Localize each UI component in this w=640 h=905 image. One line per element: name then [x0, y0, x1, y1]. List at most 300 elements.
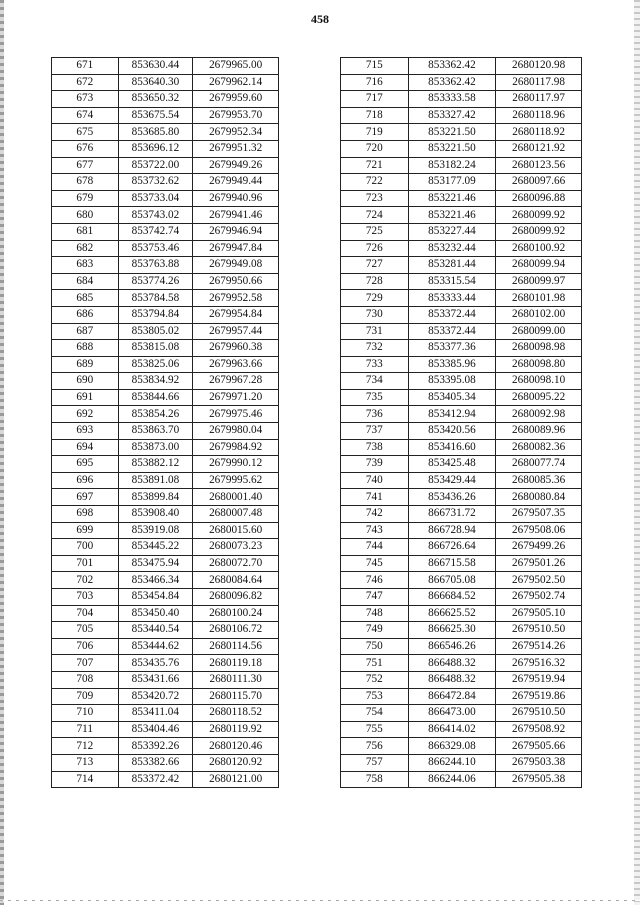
table-row [341, 754, 582, 771]
point-number-cell: 750 [341, 638, 409, 655]
point-number-cell: 742 [341, 506, 409, 523]
y-coordinate-cell: 2679995.62 [193, 472, 279, 489]
y-coordinate-cell: 2680099.97 [496, 273, 582, 290]
x-coordinate-cell: 866726.64 [408, 539, 496, 556]
y-coordinate-cell: 2680100.92 [496, 240, 582, 257]
y-coordinate-cell: 2679510.50 [496, 705, 582, 722]
x-coordinate-cell: 853436.26 [408, 489, 496, 506]
y-coordinate-cell: 2680117.98 [496, 74, 582, 91]
x-coordinate-cell: 853392.26 [118, 738, 193, 755]
table-row [52, 273, 279, 290]
y-coordinate-cell: 2680111.30 [193, 671, 279, 688]
x-coordinate-cell: 853333.58 [408, 91, 496, 108]
x-coordinate-cell: 853420.72 [118, 688, 193, 705]
table-row [341, 572, 582, 589]
y-coordinate-cell: 2679980.04 [193, 423, 279, 440]
y-coordinate-cell: 2679516.32 [496, 655, 582, 672]
scan-edge-right [634, 0, 640, 905]
y-coordinate-cell: 2679510.50 [496, 622, 582, 639]
table-row [52, 555, 279, 572]
table-row [52, 472, 279, 489]
x-coordinate-cell: 853873.00 [118, 439, 193, 456]
table-row [52, 373, 279, 390]
x-coordinate-cell: 853227.44 [408, 223, 496, 240]
table-row [341, 58, 582, 75]
point-number-cell: 728 [341, 273, 409, 290]
table-row [341, 306, 582, 323]
point-number-cell: 745 [341, 555, 409, 572]
table-row [341, 190, 582, 207]
point-number-cell: 740 [341, 472, 409, 489]
point-number-cell: 682 [52, 240, 119, 257]
point-number-cell: 703 [52, 589, 119, 606]
y-coordinate-cell: 2680092.98 [496, 406, 582, 423]
table-row [341, 522, 582, 539]
table-row [341, 323, 582, 340]
y-coordinate-cell: 2679965.00 [193, 58, 279, 75]
table-row [341, 489, 582, 506]
y-coordinate-cell: 2679952.34 [193, 124, 279, 141]
table-row [341, 340, 582, 357]
x-coordinate-cell: 853425.48 [408, 456, 496, 473]
table-row [341, 539, 582, 556]
point-number-cell: 720 [341, 140, 409, 157]
x-coordinate-cell: 853440.54 [118, 622, 193, 639]
table-row [341, 506, 582, 523]
point-number-cell: 731 [341, 323, 409, 340]
x-coordinate-cell: 853431.66 [118, 671, 193, 688]
table-row [341, 605, 582, 622]
x-coordinate-cell: 853475.94 [118, 555, 193, 572]
point-number-cell: 704 [52, 605, 119, 622]
table-row [341, 207, 582, 224]
point-number-cell: 680 [52, 207, 119, 224]
table-row [341, 356, 582, 373]
x-coordinate-cell: 853899.84 [118, 489, 193, 506]
point-number-cell: 748 [341, 605, 409, 622]
table-row [341, 622, 582, 639]
x-coordinate-cell: 853763.88 [118, 257, 193, 274]
table-row [52, 107, 279, 124]
point-number-cell: 687 [52, 323, 119, 340]
point-number-cell: 681 [52, 223, 119, 240]
scan-edge-bottom [0, 900, 640, 901]
point-number-cell: 724 [341, 207, 409, 224]
point-number-cell: 751 [341, 655, 409, 672]
point-number-cell: 732 [341, 340, 409, 357]
point-number-cell: 735 [341, 389, 409, 406]
y-coordinate-cell: 2679505.38 [496, 771, 582, 788]
x-coordinate-cell: 853908.40 [118, 506, 193, 523]
point-number-cell: 710 [52, 705, 119, 722]
table-row [52, 439, 279, 456]
y-coordinate-cell: 2679947.84 [193, 240, 279, 257]
point-number-cell: 684 [52, 273, 119, 290]
x-coordinate-cell: 853327.42 [408, 107, 496, 124]
y-coordinate-cell: 2680123.56 [496, 157, 582, 174]
y-coordinate-cell: 2679508.92 [496, 721, 582, 738]
table-row [341, 240, 582, 257]
x-coordinate-cell: 853362.42 [408, 58, 496, 75]
y-coordinate-cell: 2680099.94 [496, 257, 582, 274]
x-coordinate-cell: 853696.12 [118, 140, 193, 157]
table-row [52, 771, 279, 788]
y-coordinate-cell: 2679990.12 [193, 456, 279, 473]
x-coordinate-cell: 853444.62 [118, 638, 193, 655]
y-coordinate-cell: 2679960.38 [193, 340, 279, 357]
y-coordinate-cell: 2679940.96 [193, 190, 279, 207]
point-number-cell: 725 [341, 223, 409, 240]
coordinate-table-right [340, 57, 582, 788]
table-row [52, 456, 279, 473]
x-coordinate-cell: 853372.44 [408, 306, 496, 323]
x-coordinate-cell: 853650.32 [118, 91, 193, 108]
y-coordinate-cell: 2679508.06 [496, 522, 582, 539]
x-coordinate-cell: 866472.84 [408, 688, 496, 705]
x-coordinate-cell: 853377.36 [408, 340, 496, 357]
y-coordinate-cell: 2680099.00 [496, 323, 582, 340]
table-row [52, 190, 279, 207]
x-coordinate-cell: 853919.08 [118, 522, 193, 539]
y-coordinate-cell: 2679984.92 [193, 439, 279, 456]
x-coordinate-cell: 866414.02 [408, 721, 496, 738]
x-coordinate-cell: 853404.46 [118, 721, 193, 738]
table-row [52, 489, 279, 506]
y-coordinate-cell: 2679499.26 [496, 539, 582, 556]
point-number-cell: 673 [52, 91, 119, 108]
table-row [52, 671, 279, 688]
y-coordinate-cell: 2679971.20 [193, 389, 279, 406]
y-coordinate-cell: 2680119.18 [193, 655, 279, 672]
table-row [341, 721, 582, 738]
y-coordinate-cell: 2680118.92 [496, 124, 582, 141]
table-row [52, 705, 279, 722]
table-row [341, 406, 582, 423]
point-number-cell: 752 [341, 671, 409, 688]
y-coordinate-cell: 2679957.44 [193, 323, 279, 340]
y-coordinate-cell: 2680099.92 [496, 223, 582, 240]
y-coordinate-cell: 2679967.28 [193, 373, 279, 390]
table-row [341, 705, 582, 722]
x-coordinate-cell: 853362.42 [408, 74, 496, 91]
x-coordinate-cell: 866684.52 [408, 589, 496, 606]
x-coordinate-cell: 853445.22 [118, 539, 193, 556]
table-row [341, 472, 582, 489]
y-coordinate-cell: 2680101.98 [496, 290, 582, 307]
y-coordinate-cell: 2679949.26 [193, 157, 279, 174]
x-coordinate-cell: 853854.26 [118, 406, 193, 423]
point-number-cell: 743 [341, 522, 409, 539]
table-row [341, 140, 582, 157]
point-number-cell: 714 [52, 771, 119, 788]
table-row [341, 638, 582, 655]
table-row [52, 257, 279, 274]
point-number-cell: 739 [341, 456, 409, 473]
y-coordinate-cell: 2680098.80 [496, 356, 582, 373]
y-coordinate-cell: 2679963.66 [193, 356, 279, 373]
y-coordinate-cell: 2680120.46 [193, 738, 279, 755]
x-coordinate-cell: 853844.66 [118, 389, 193, 406]
point-number-cell: 693 [52, 423, 119, 440]
point-number-cell: 696 [52, 472, 119, 489]
y-coordinate-cell: 2680072.70 [193, 555, 279, 572]
y-coordinate-cell: 2680097.66 [496, 174, 582, 191]
y-coordinate-cell: 2680082.36 [496, 439, 582, 456]
y-coordinate-cell: 2679519.94 [496, 671, 582, 688]
point-number-cell: 700 [52, 539, 119, 556]
table-row [341, 389, 582, 406]
point-number-cell: 718 [341, 107, 409, 124]
y-coordinate-cell: 2680080.84 [496, 489, 582, 506]
x-coordinate-cell: 853722.00 [118, 157, 193, 174]
y-coordinate-cell: 2679502.74 [496, 589, 582, 606]
point-number-cell: 686 [52, 306, 119, 323]
scan-edge-left [0, 0, 4, 905]
table-row [52, 174, 279, 191]
page-number: 458 [311, 12, 329, 26]
y-coordinate-cell: 2680098.98 [496, 340, 582, 357]
y-coordinate-cell: 2679975.46 [193, 406, 279, 423]
point-number-cell: 754 [341, 705, 409, 722]
point-number-cell: 729 [341, 290, 409, 307]
point-number-cell: 674 [52, 107, 119, 124]
table-row [52, 506, 279, 523]
y-coordinate-cell: 2679949.44 [193, 174, 279, 191]
y-coordinate-cell: 2679519.86 [496, 688, 582, 705]
y-coordinate-cell: 2680117.97 [496, 91, 582, 108]
y-coordinate-cell: 2680118.96 [496, 107, 582, 124]
table-row [52, 306, 279, 323]
x-coordinate-cell: 853450.40 [118, 605, 193, 622]
table-row [341, 290, 582, 307]
table-row [341, 688, 582, 705]
y-coordinate-cell: 2680073.23 [193, 539, 279, 556]
point-number-cell: 683 [52, 257, 119, 274]
point-number-cell: 727 [341, 257, 409, 274]
x-coordinate-cell: 853743.02 [118, 207, 193, 224]
y-coordinate-cell: 2680007.48 [193, 506, 279, 523]
x-coordinate-cell: 853753.46 [118, 240, 193, 257]
x-coordinate-cell: 853333.44 [408, 290, 496, 307]
point-number-cell: 702 [52, 572, 119, 589]
point-number-cell: 688 [52, 340, 119, 357]
y-coordinate-cell: 2679951.32 [193, 140, 279, 157]
table-row [52, 157, 279, 174]
x-coordinate-cell: 853466.34 [118, 572, 193, 589]
point-number-cell: 719 [341, 124, 409, 141]
x-coordinate-cell: 866473.00 [408, 705, 496, 722]
x-coordinate-cell: 853221.46 [408, 190, 496, 207]
table-row [52, 58, 279, 75]
point-number-cell: 685 [52, 290, 119, 307]
y-coordinate-cell: 2679501.26 [496, 555, 582, 572]
x-coordinate-cell: 866244.10 [408, 754, 496, 771]
point-number-cell: 741 [341, 489, 409, 506]
point-number-cell: 712 [52, 738, 119, 755]
x-coordinate-cell: 853825.06 [118, 356, 193, 373]
x-coordinate-cell: 866728.94 [408, 522, 496, 539]
x-coordinate-cell: 853794.84 [118, 306, 193, 323]
point-number-cell: 698 [52, 506, 119, 523]
y-coordinate-cell: 2680121.00 [193, 771, 279, 788]
x-coordinate-cell: 853429.44 [408, 472, 496, 489]
table-row [52, 423, 279, 440]
x-coordinate-cell: 853805.02 [118, 323, 193, 340]
y-coordinate-cell: 2680099.92 [496, 207, 582, 224]
x-coordinate-cell: 866546.26 [408, 638, 496, 655]
x-coordinate-cell: 853733.04 [118, 190, 193, 207]
x-coordinate-cell: 853454.84 [118, 589, 193, 606]
table-row [341, 456, 582, 473]
table-row [52, 240, 279, 257]
y-coordinate-cell: 2679507.35 [496, 506, 582, 523]
x-coordinate-cell: 853385.96 [408, 356, 496, 373]
x-coordinate-cell: 853774.26 [118, 273, 193, 290]
table-row [52, 207, 279, 224]
point-number-cell: 671 [52, 58, 119, 75]
table-row [341, 738, 582, 755]
point-number-cell: 717 [341, 91, 409, 108]
point-number-cell: 749 [341, 622, 409, 639]
table-row [341, 257, 582, 274]
y-coordinate-cell: 2680098.10 [496, 373, 582, 390]
x-coordinate-cell: 866488.32 [408, 655, 496, 672]
point-number-cell: 679 [52, 190, 119, 207]
point-number-cell: 744 [341, 539, 409, 556]
table-row [341, 273, 582, 290]
x-coordinate-cell: 866705.08 [408, 572, 496, 589]
point-number-cell: 734 [341, 373, 409, 390]
table-row [52, 340, 279, 357]
point-number-cell: 701 [52, 555, 119, 572]
table-row [341, 771, 582, 788]
table-row [52, 356, 279, 373]
point-number-cell: 699 [52, 522, 119, 539]
point-number-cell: 675 [52, 124, 119, 141]
table-row [52, 738, 279, 755]
y-coordinate-cell: 2679502.50 [496, 572, 582, 589]
x-coordinate-cell: 853315.54 [408, 273, 496, 290]
point-number-cell: 733 [341, 356, 409, 373]
y-coordinate-cell: 2680095.22 [496, 389, 582, 406]
point-number-cell: 755 [341, 721, 409, 738]
x-coordinate-cell: 853784.58 [118, 290, 193, 307]
table-row [52, 389, 279, 406]
y-coordinate-cell: 2680089.96 [496, 423, 582, 440]
y-coordinate-cell: 2680115.70 [193, 688, 279, 705]
table-row [341, 373, 582, 390]
x-coordinate-cell: 853281.44 [408, 257, 496, 274]
y-coordinate-cell: 2680084.64 [193, 572, 279, 589]
point-number-cell: 721 [341, 157, 409, 174]
table-row [52, 290, 279, 307]
x-coordinate-cell: 853232.44 [408, 240, 496, 257]
point-number-cell: 676 [52, 140, 119, 157]
table-row [341, 655, 582, 672]
x-coordinate-cell: 853405.34 [408, 389, 496, 406]
x-coordinate-cell: 853742.74 [118, 223, 193, 240]
x-coordinate-cell: 866329.08 [408, 738, 496, 755]
y-coordinate-cell: 2679941.46 [193, 207, 279, 224]
coordinate-table-left [51, 57, 279, 788]
point-number-cell: 730 [341, 306, 409, 323]
x-coordinate-cell: 853863.70 [118, 423, 193, 440]
x-coordinate-cell: 853882.12 [118, 456, 193, 473]
y-coordinate-cell: 2680100.24 [193, 605, 279, 622]
y-coordinate-cell: 2679946.94 [193, 223, 279, 240]
point-number-cell: 691 [52, 389, 119, 406]
point-number-cell: 738 [341, 439, 409, 456]
point-number-cell: 737 [341, 423, 409, 440]
y-coordinate-cell: 2679950.66 [193, 273, 279, 290]
point-number-cell: 694 [52, 439, 119, 456]
y-coordinate-cell: 2679514.26 [496, 638, 582, 655]
point-number-cell: 708 [52, 671, 119, 688]
point-number-cell: 711 [52, 721, 119, 738]
x-coordinate-cell: 853177.09 [408, 174, 496, 191]
y-coordinate-cell: 2680120.92 [193, 754, 279, 771]
y-coordinate-cell: 2680119.92 [193, 721, 279, 738]
table-row [52, 223, 279, 240]
table-row [341, 555, 582, 572]
table-row [52, 622, 279, 639]
x-coordinate-cell: 853640.30 [118, 74, 193, 91]
point-number-cell: 753 [341, 688, 409, 705]
y-coordinate-cell: 2680121.92 [496, 140, 582, 157]
point-number-cell: 715 [341, 58, 409, 75]
y-coordinate-cell: 2680096.88 [496, 190, 582, 207]
point-number-cell: 709 [52, 688, 119, 705]
y-coordinate-cell: 2680085.36 [496, 472, 582, 489]
y-coordinate-cell: 2680120.98 [496, 58, 582, 75]
table-row [52, 605, 279, 622]
table-row [341, 423, 582, 440]
x-coordinate-cell: 853420.56 [408, 423, 496, 440]
table-row [341, 124, 582, 141]
table-row [52, 754, 279, 771]
table-row [52, 688, 279, 705]
point-number-cell: 747 [341, 589, 409, 606]
table-row [52, 406, 279, 423]
point-number-cell: 758 [341, 771, 409, 788]
point-number-cell: 690 [52, 373, 119, 390]
y-coordinate-cell: 2679962.14 [193, 74, 279, 91]
point-number-cell: 695 [52, 456, 119, 473]
x-coordinate-cell: 866715.58 [408, 555, 496, 572]
x-coordinate-cell: 853221.50 [408, 140, 496, 157]
y-coordinate-cell: 2679503.38 [496, 754, 582, 771]
y-coordinate-cell: 2680102.00 [496, 306, 582, 323]
table-row [52, 572, 279, 589]
y-coordinate-cell: 2680015.60 [193, 522, 279, 539]
x-coordinate-cell: 853630.44 [118, 58, 193, 75]
y-coordinate-cell: 2680096.82 [193, 589, 279, 606]
point-number-cell: 677 [52, 157, 119, 174]
y-coordinate-cell: 2679505.66 [496, 738, 582, 755]
y-coordinate-cell: 2679953.70 [193, 107, 279, 124]
table-row [341, 107, 582, 124]
x-coordinate-cell: 866488.32 [408, 671, 496, 688]
x-coordinate-cell: 853411.04 [118, 705, 193, 722]
x-coordinate-cell: 853372.44 [408, 323, 496, 340]
point-number-cell: 689 [52, 356, 119, 373]
point-number-cell: 757 [341, 754, 409, 771]
table-row [341, 223, 582, 240]
table-row [341, 589, 582, 606]
x-coordinate-cell: 853372.42 [118, 771, 193, 788]
table-row [52, 140, 279, 157]
table-row [341, 671, 582, 688]
